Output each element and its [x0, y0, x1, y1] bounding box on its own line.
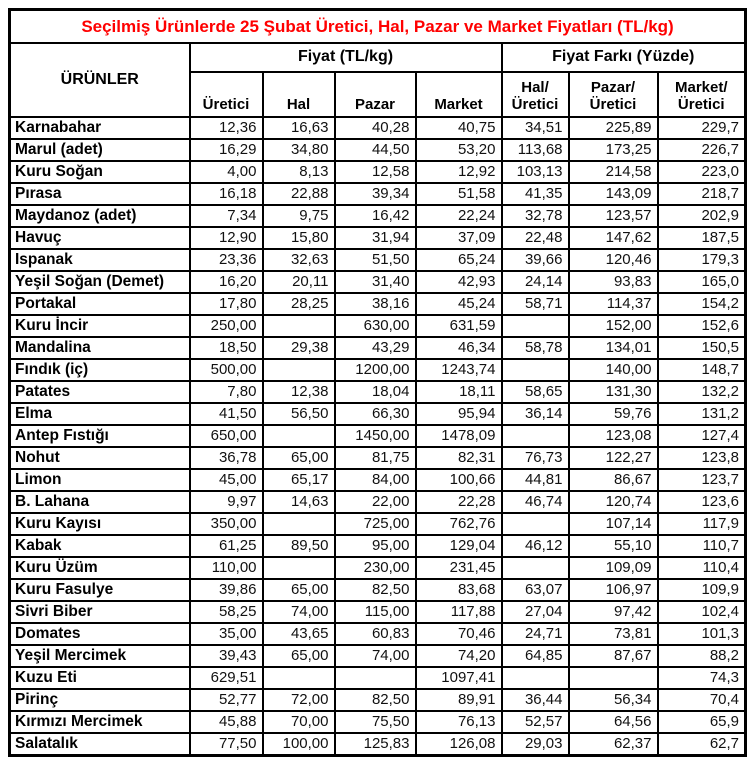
value-cell: 34,80 [263, 139, 335, 161]
value-cell: 8,13 [263, 161, 335, 183]
value-cell: 109,9 [658, 579, 746, 601]
product-name: Yeşil Soğan (Demet) [10, 271, 190, 293]
value-cell: 60,83 [335, 623, 416, 645]
value-cell: 7,34 [190, 205, 263, 227]
value-cell: 36,78 [190, 447, 263, 469]
value-cell: 77,50 [190, 733, 263, 755]
value-cell: 9,75 [263, 205, 335, 227]
value-cell: 762,76 [416, 513, 502, 535]
value-cell: 41,50 [190, 403, 263, 425]
value-cell: 22,28 [416, 491, 502, 513]
value-cell: 84,00 [335, 469, 416, 491]
column-header: Market [416, 72, 502, 117]
price-diff-group-header: Fiyat Farkı (Yüzde) [502, 43, 746, 72]
value-cell: 32,78 [502, 205, 569, 227]
value-cell [502, 315, 569, 337]
value-cell: 24,14 [502, 271, 569, 293]
product-name: Kuru Soğan [10, 161, 190, 183]
column-header: Hal/ Üretici [502, 72, 569, 117]
value-cell: 147,62 [569, 227, 658, 249]
product-name: Kuru Fasulye [10, 579, 190, 601]
value-cell: 106,97 [569, 579, 658, 601]
group-header-row [10, 43, 746, 72]
product-name: Kabak [10, 535, 190, 557]
value-cell: 12,58 [335, 161, 416, 183]
value-cell: 110,00 [190, 557, 263, 579]
value-cell: 28,25 [263, 293, 335, 315]
value-cell: 148,7 [658, 359, 746, 381]
value-cell: 122,27 [569, 447, 658, 469]
value-cell: 40,28 [335, 117, 416, 139]
value-cell: 65,00 [263, 447, 335, 469]
value-cell: 152,00 [569, 315, 658, 337]
value-cell: 89,91 [416, 689, 502, 711]
value-cell: 16,20 [190, 271, 263, 293]
value-cell: 725,00 [335, 513, 416, 535]
value-cell: 23,36 [190, 249, 263, 271]
value-cell: 150,5 [658, 337, 746, 359]
value-cell: 187,5 [658, 227, 746, 249]
value-cell: 127,4 [658, 425, 746, 447]
value-cell: 1200,00 [335, 359, 416, 381]
value-cell: 20,11 [263, 271, 335, 293]
value-cell: 230,00 [335, 557, 416, 579]
value-cell: 51,50 [335, 249, 416, 271]
value-cell: 173,25 [569, 139, 658, 161]
table-row [10, 403, 746, 425]
value-cell [263, 667, 335, 689]
value-cell: 1097,41 [416, 667, 502, 689]
value-cell: 86,67 [569, 469, 658, 491]
value-cell: 12,92 [416, 161, 502, 183]
value-cell: 44,81 [502, 469, 569, 491]
value-cell [502, 359, 569, 381]
value-cell: 117,9 [658, 513, 746, 535]
value-cell: 123,08 [569, 425, 658, 447]
value-cell [502, 425, 569, 447]
value-cell: 16,63 [263, 117, 335, 139]
product-name: Marul (adet) [10, 139, 190, 161]
value-cell: 75,50 [335, 711, 416, 733]
value-cell: 70,4 [658, 689, 746, 711]
value-cell [502, 557, 569, 579]
table-row [10, 381, 746, 403]
table-row [10, 623, 746, 645]
value-cell: 65,00 [263, 579, 335, 601]
value-cell: 58,71 [502, 293, 569, 315]
value-cell: 117,88 [416, 601, 502, 623]
products-column-header: ÜRÜNLER [10, 43, 190, 117]
value-cell: 39,66 [502, 249, 569, 271]
table-row [10, 711, 746, 733]
table-row [10, 469, 746, 491]
table-row [10, 557, 746, 579]
value-cell: 140,00 [569, 359, 658, 381]
product-name: Salatalık [10, 733, 190, 755]
value-cell: 18,11 [416, 381, 502, 403]
value-cell: 36,14 [502, 403, 569, 425]
value-cell: 12,90 [190, 227, 263, 249]
value-cell: 39,43 [190, 645, 263, 667]
value-cell: 123,6 [658, 491, 746, 513]
value-cell: 39,34 [335, 183, 416, 205]
value-cell: 109,09 [569, 557, 658, 579]
value-cell: 1478,09 [416, 425, 502, 447]
value-cell: 12,36 [190, 117, 263, 139]
value-cell: 100,00 [263, 733, 335, 755]
product-name: Pırasa [10, 183, 190, 205]
value-cell: 102,4 [658, 601, 746, 623]
value-cell: 74,20 [416, 645, 502, 667]
value-cell: 120,74 [569, 491, 658, 513]
value-cell [502, 667, 569, 689]
value-cell: 73,81 [569, 623, 658, 645]
product-name: B. Lahana [10, 491, 190, 513]
value-cell: 46,12 [502, 535, 569, 557]
value-cell [263, 513, 335, 535]
value-cell: 74,00 [263, 601, 335, 623]
value-cell: 115,00 [335, 601, 416, 623]
value-cell: 114,37 [569, 293, 658, 315]
product-name: Maydanoz (adet) [10, 205, 190, 227]
value-cell: 81,75 [335, 447, 416, 469]
value-cell: 24,71 [502, 623, 569, 645]
table-row [10, 689, 746, 711]
value-cell: 45,88 [190, 711, 263, 733]
value-cell: 18,50 [190, 337, 263, 359]
value-cell: 132,2 [658, 381, 746, 403]
product-name: Limon [10, 469, 190, 491]
value-cell: 74,00 [335, 645, 416, 667]
product-name: Nohut [10, 447, 190, 469]
value-cell: 45,24 [416, 293, 502, 315]
value-cell: 95,00 [335, 535, 416, 557]
table-title: Seçilmiş Ürünlerde 25 Şubat Üretici, Hal, Pazar ve Market Fiyatları (TL/kg) [10, 10, 746, 44]
price-table [8, 8, 747, 757]
table-row [10, 293, 746, 315]
value-cell: 97,42 [569, 601, 658, 623]
value-cell: 110,4 [658, 557, 746, 579]
value-cell: 630,00 [335, 315, 416, 337]
value-cell: 46,34 [416, 337, 502, 359]
product-name: Kırmızı Mercimek [10, 711, 190, 733]
value-cell: 100,66 [416, 469, 502, 491]
table-row [10, 161, 746, 183]
value-cell: 134,01 [569, 337, 658, 359]
value-cell: 58,25 [190, 601, 263, 623]
value-cell: 95,94 [416, 403, 502, 425]
value-cell: 38,16 [335, 293, 416, 315]
value-cell: 89,50 [263, 535, 335, 557]
value-cell: 123,8 [658, 447, 746, 469]
table-row [10, 227, 746, 249]
value-cell: 120,46 [569, 249, 658, 271]
value-cell: 225,89 [569, 117, 658, 139]
column-header: Pazar/ Üretici [569, 72, 658, 117]
product-name: Domates [10, 623, 190, 645]
value-cell: 44,50 [335, 139, 416, 161]
value-cell: 37,09 [416, 227, 502, 249]
value-cell: 107,14 [569, 513, 658, 535]
value-cell: 113,68 [502, 139, 569, 161]
value-cell: 65,24 [416, 249, 502, 271]
value-cell: 70,00 [263, 711, 335, 733]
value-cell: 83,68 [416, 579, 502, 601]
value-cell: 82,50 [335, 579, 416, 601]
value-cell: 143,09 [569, 183, 658, 205]
value-cell: 22,48 [502, 227, 569, 249]
value-cell: 66,30 [335, 403, 416, 425]
column-header: Pazar [335, 72, 416, 117]
value-cell: 125,83 [335, 733, 416, 755]
value-cell [263, 315, 335, 337]
table-row [10, 117, 746, 139]
product-name: Antep Fıstığı [10, 425, 190, 447]
value-cell: 53,20 [416, 139, 502, 161]
value-cell: 129,04 [416, 535, 502, 557]
value-cell: 31,94 [335, 227, 416, 249]
value-cell: 250,00 [190, 315, 263, 337]
table-row [10, 491, 746, 513]
product-name: Kuru Üzüm [10, 557, 190, 579]
value-cell: 35,00 [190, 623, 263, 645]
value-cell: 40,75 [416, 117, 502, 139]
value-cell: 88,2 [658, 645, 746, 667]
table-row [10, 601, 746, 623]
value-cell: 43,65 [263, 623, 335, 645]
value-cell: 62,7 [658, 733, 746, 755]
value-cell: 61,25 [190, 535, 263, 557]
table-row [10, 205, 746, 227]
value-cell: 29,38 [263, 337, 335, 359]
product-name: Karnabahar [10, 117, 190, 139]
value-cell: 59,76 [569, 403, 658, 425]
value-cell: 70,46 [416, 623, 502, 645]
value-cell: 131,30 [569, 381, 658, 403]
value-cell: 123,7 [658, 469, 746, 491]
table-row [10, 315, 746, 337]
value-cell: 76,73 [502, 447, 569, 469]
value-cell [335, 667, 416, 689]
value-cell: 82,31 [416, 447, 502, 469]
table-row [10, 645, 746, 667]
value-cell: 9,97 [190, 491, 263, 513]
value-cell: 58,65 [502, 381, 569, 403]
table-row [10, 359, 746, 381]
value-cell: 110,7 [658, 535, 746, 557]
table-row [10, 733, 746, 755]
value-cell: 350,00 [190, 513, 263, 535]
value-cell: 55,10 [569, 535, 658, 557]
product-name: Portakal [10, 293, 190, 315]
table-row [10, 139, 746, 161]
title-row [10, 10, 746, 44]
value-cell: 65,17 [263, 469, 335, 491]
table-body [10, 117, 746, 755]
value-cell: 52,77 [190, 689, 263, 711]
product-name: Pirinç [10, 689, 190, 711]
value-cell: 101,3 [658, 623, 746, 645]
value-cell: 202,9 [658, 205, 746, 227]
value-cell: 229,7 [658, 117, 746, 139]
value-cell: 42,93 [416, 271, 502, 293]
value-cell [263, 359, 335, 381]
value-cell: 15,80 [263, 227, 335, 249]
value-cell: 41,35 [502, 183, 569, 205]
value-cell: 16,29 [190, 139, 263, 161]
column-header: Market/ Üretici [658, 72, 746, 117]
value-cell: 231,45 [416, 557, 502, 579]
product-name: Kuru İncir [10, 315, 190, 337]
table-row [10, 667, 746, 689]
value-cell: 45,00 [190, 469, 263, 491]
product-name: Ispanak [10, 249, 190, 271]
value-cell: 165,0 [658, 271, 746, 293]
value-cell: 214,58 [569, 161, 658, 183]
value-cell: 152,6 [658, 315, 746, 337]
value-cell: 32,63 [263, 249, 335, 271]
value-cell: 34,51 [502, 117, 569, 139]
value-cell: 179,3 [658, 249, 746, 271]
value-cell: 22,88 [263, 183, 335, 205]
value-cell: 1243,74 [416, 359, 502, 381]
value-cell: 43,29 [335, 337, 416, 359]
value-cell: 17,80 [190, 293, 263, 315]
value-cell: 46,74 [502, 491, 569, 513]
value-cell: 74,3 [658, 667, 746, 689]
table-row [10, 271, 746, 293]
value-cell: 65,9 [658, 711, 746, 733]
value-cell: 63,07 [502, 579, 569, 601]
value-cell: 226,7 [658, 139, 746, 161]
value-cell: 65,00 [263, 645, 335, 667]
value-cell: 36,44 [502, 689, 569, 711]
value-cell: 500,00 [190, 359, 263, 381]
value-cell: 22,00 [335, 491, 416, 513]
value-cell: 82,50 [335, 689, 416, 711]
value-cell: 4,00 [190, 161, 263, 183]
value-cell: 7,80 [190, 381, 263, 403]
value-cell: 56,50 [263, 403, 335, 425]
value-cell: 76,13 [416, 711, 502, 733]
value-cell: 16,42 [335, 205, 416, 227]
column-header: Üretici [190, 72, 263, 117]
value-cell: 18,04 [335, 381, 416, 403]
value-cell: 16,18 [190, 183, 263, 205]
table-row [10, 535, 746, 557]
table-row [10, 425, 746, 447]
value-cell: 72,00 [263, 689, 335, 711]
table-header [10, 10, 746, 118]
value-cell: 22,24 [416, 205, 502, 227]
value-cell: 64,56 [569, 711, 658, 733]
table-row [10, 513, 746, 535]
value-cell [263, 425, 335, 447]
column-header: Hal [263, 72, 335, 117]
product-name: Yeşil Mercimek [10, 645, 190, 667]
value-cell: 93,83 [569, 271, 658, 293]
table-row [10, 249, 746, 271]
value-cell: 52,57 [502, 711, 569, 733]
value-cell [502, 513, 569, 535]
value-cell: 1450,00 [335, 425, 416, 447]
value-cell: 154,2 [658, 293, 746, 315]
value-cell: 56,34 [569, 689, 658, 711]
value-cell: 650,00 [190, 425, 263, 447]
price-group-header: Fiyat (TL/kg) [190, 43, 502, 72]
product-name: Kuzu Eti [10, 667, 190, 689]
product-name: Elma [10, 403, 190, 425]
value-cell: 629,51 [190, 667, 263, 689]
value-cell: 223,0 [658, 161, 746, 183]
product-name: Patates [10, 381, 190, 403]
value-cell: 14,63 [263, 491, 335, 513]
table-row [10, 337, 746, 359]
value-cell: 126,08 [416, 733, 502, 755]
product-name: Sivri Biber [10, 601, 190, 623]
product-name: Fındık (iç) [10, 359, 190, 381]
product-name: Mandalina [10, 337, 190, 359]
value-cell: 631,59 [416, 315, 502, 337]
table-row [10, 447, 746, 469]
value-cell: 103,13 [502, 161, 569, 183]
value-cell: 27,04 [502, 601, 569, 623]
product-name: Kuru Kayısı [10, 513, 190, 535]
value-cell: 39,86 [190, 579, 263, 601]
value-cell: 87,67 [569, 645, 658, 667]
value-cell: 123,57 [569, 205, 658, 227]
value-cell: 62,37 [569, 733, 658, 755]
value-cell: 131,2 [658, 403, 746, 425]
product-name: Havuç [10, 227, 190, 249]
value-cell: 218,7 [658, 183, 746, 205]
table-row [10, 579, 746, 601]
value-cell: 31,40 [335, 271, 416, 293]
value-cell: 58,78 [502, 337, 569, 359]
value-cell: 12,38 [263, 381, 335, 403]
value-cell [569, 667, 658, 689]
value-cell: 29,03 [502, 733, 569, 755]
value-cell: 64,85 [502, 645, 569, 667]
table-row [10, 183, 746, 205]
value-cell [263, 557, 335, 579]
value-cell: 51,58 [416, 183, 502, 205]
